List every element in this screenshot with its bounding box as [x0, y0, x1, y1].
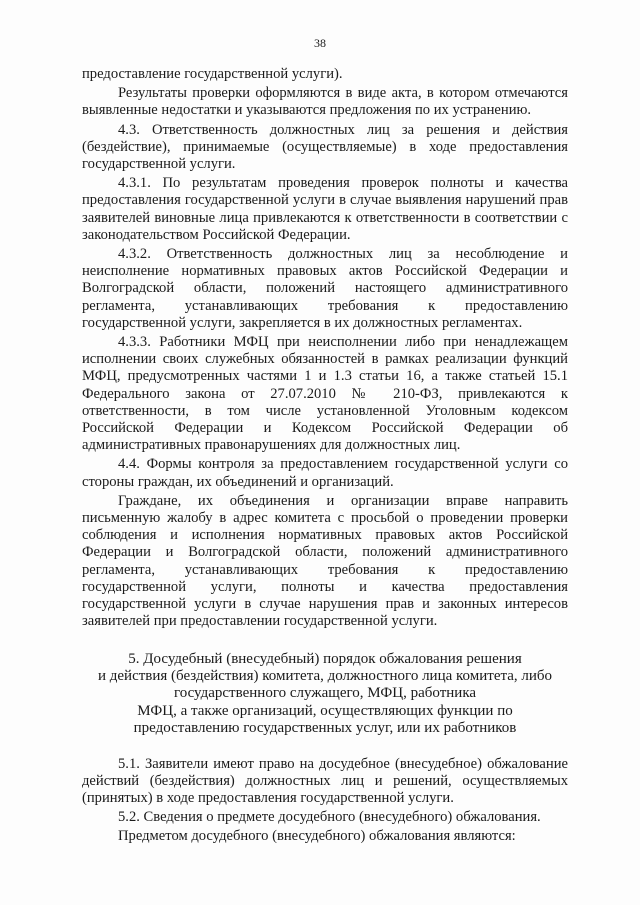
document-body [82, 66, 568, 848]
paragraph: 5.1. Заявители имеют право на досудебное (внесудебное) обжалование действий (бездействия) должностных лиц и решений, осуществляемых (принятых) в ходе предоставления государственной услуги. [82, 755, 568, 806]
paragraph: 4.3.3. Работники МФЦ при неисполнении либо при ненадлежащем исполнении своих служебных обязанностей в рамках реализации функций МФЦ, предусмотренных частями 1 и 1.3 статьи 16, а также статьей 15.1 Федерального закона от 27.07.2010 № 210-ФЗ, привлекаются к ответственности, в том числе установленной Уголовным кодексом Российской Федерации и Кодексом Российской Федерации об административных правонарушениях для должностных лиц. [82, 334, 568, 454]
section-heading-line: МФЦ, а также организаций, осуществляющих функции по [137, 702, 513, 719]
paragraph: 4.4. Формы контроля за предоставлением государственной услуги со стороны граждан, их объединений и организаций. [82, 456, 568, 490]
section-heading-line: предоставлению государственных услуг, или их работников [133, 720, 517, 737]
section-heading-line: 5. Досудебный (внесудебный) порядок обжалования решения [128, 650, 522, 667]
paragraph: Предметом досудебного (внесудебного) обжалования являются: [118, 828, 516, 845]
paragraph: 4.3.2. Ответственность должностных лиц за несоблюдение и неисполнение нормативных правовых актов Российской Федерации и Волгоградской области, положений настоящего административного регламента, устанавливающих требования к предоставлению государственной услуги, закрепляется в их должностных регламентах. [82, 246, 568, 331]
paragraph: 4.3.1. По результатам проведения проверок полноты и качества предоставления государственной услуги в случае выявления нарушений прав заявителей виновные лица привлекаются к ответственности в соответствии с законодательством Российской Федерации. [82, 175, 568, 243]
paragraph: 5.2. Сведения о предмете досудебного (внесудебного) обжалования. [118, 809, 541, 826]
section-heading-line: государственного служащего, МФЦ, работника [173, 685, 477, 702]
page-number: 38 [314, 36, 326, 50]
paragraph: Результаты проверки оформляются в виде акта, в котором отмечаются выявленные недостатки и указываются предложения по их устранению. [82, 85, 568, 119]
paragraph: предоставление государственной услуги). [82, 66, 343, 82]
paragraph: 4.3. Ответственность должностных лиц за решения и действия (бездействие), принимаемые (осуществляемые) в ходе предоставления государственной услуги. [82, 121, 568, 173]
section-heading-line: и действия (бездействия) комитета, должностного лица комитета, либо [97, 667, 553, 684]
paragraph: Граждане, их объединения и организации вправе направить письменную жалобу в адрес комитета с просьбой о проведении проверки соблюдения и исполнения нормативных правовых актов Российской Федерации и Волгоградской области, положений административного регламента, устанавливающих требования к предоставлению государственной услуги, полноты и качества предоставления государственной услуги в случае нарушения прав и законных интересов заявителей при предоставлении государственной услуги. [82, 492, 568, 630]
section-heading [82, 651, 568, 738]
